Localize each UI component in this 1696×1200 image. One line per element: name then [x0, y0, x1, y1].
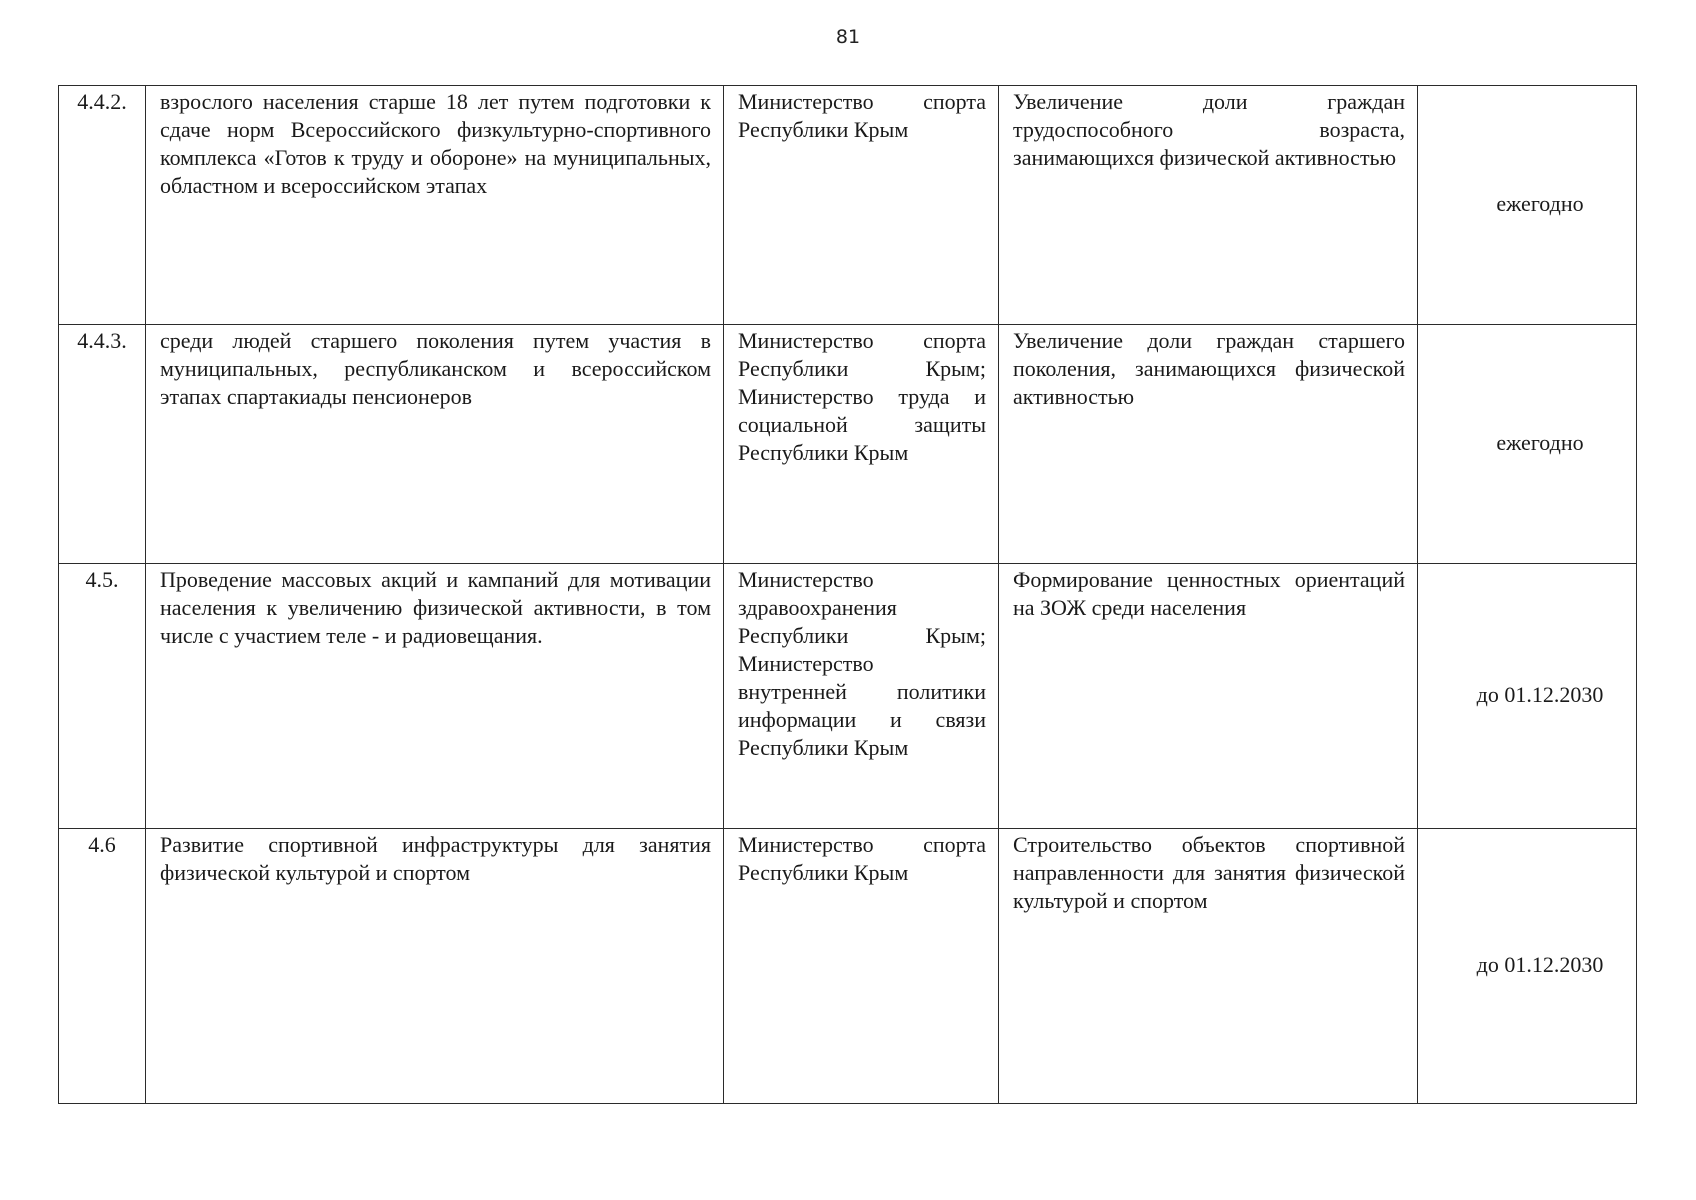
- measures-table: [58, 85, 1637, 1104]
- result-text: Строительство объектов спортивной направленности для занятия физической культурой и спортом: [999, 829, 1418, 1104]
- table-row: [59, 86, 1637, 325]
- item-number: 4.4.2.: [59, 86, 146, 325]
- term-text: до 01.12.2030: [1418, 829, 1637, 1104]
- measure-text: среди людей старшего поколения путем участия в муниципальных, республиканском и всероссийском этапах спартакиады пенсионеров: [146, 325, 724, 564]
- executor-text: Министерство спорта Республики Крым: [724, 829, 999, 1104]
- measure-text: Развитие спортивной инфраструктуры для занятия физической культурой и спортом: [146, 829, 724, 1104]
- executor-text: Министерство спорта Республики Крым: [724, 86, 999, 325]
- executor-text: Министерство спорта Республики Крым; Министерство труда и социальной защиты Республики Крым: [724, 325, 999, 564]
- table-row: [59, 829, 1637, 1104]
- table-row: [59, 325, 1637, 564]
- result-text: Увеличение доли граждан старшего поколения, занимающихся физической активностью: [999, 325, 1418, 564]
- executor-text: Министерство здравоохранения Республики Крым; Министерство внутренней политики информации и связи Республики Крым: [724, 564, 999, 829]
- measure-text: взрослого населения старше 18 лет путем подготовки к сдаче норм Всероссийского физкультурно-спортивного комплекса «Готов к труду и обороне» на муниципальных, областном и всероссийском этапах: [146, 86, 724, 325]
- item-number: 4.6: [59, 829, 146, 1104]
- term-text: ежегодно: [1418, 86, 1637, 325]
- result-text: Формирование ценностных ориентаций на ЗОЖ среди населения: [999, 564, 1418, 829]
- item-number: 4.4.3.: [59, 325, 146, 564]
- measure-text: Проведение массовых акций и кампаний для мотивации населения к увеличению физической активности, в том числе с участием теле - и радиовещания.: [146, 564, 724, 829]
- page-number: 81: [835, 26, 861, 48]
- item-number: 4.5.: [59, 564, 146, 829]
- term-text: до 01.12.2030: [1418, 564, 1637, 829]
- result-text: Увеличение доли граждан трудоспособного возраста, занимающихся физической активностью: [999, 86, 1418, 325]
- term-text: ежегодно: [1418, 325, 1637, 564]
- table-row: [59, 564, 1637, 829]
